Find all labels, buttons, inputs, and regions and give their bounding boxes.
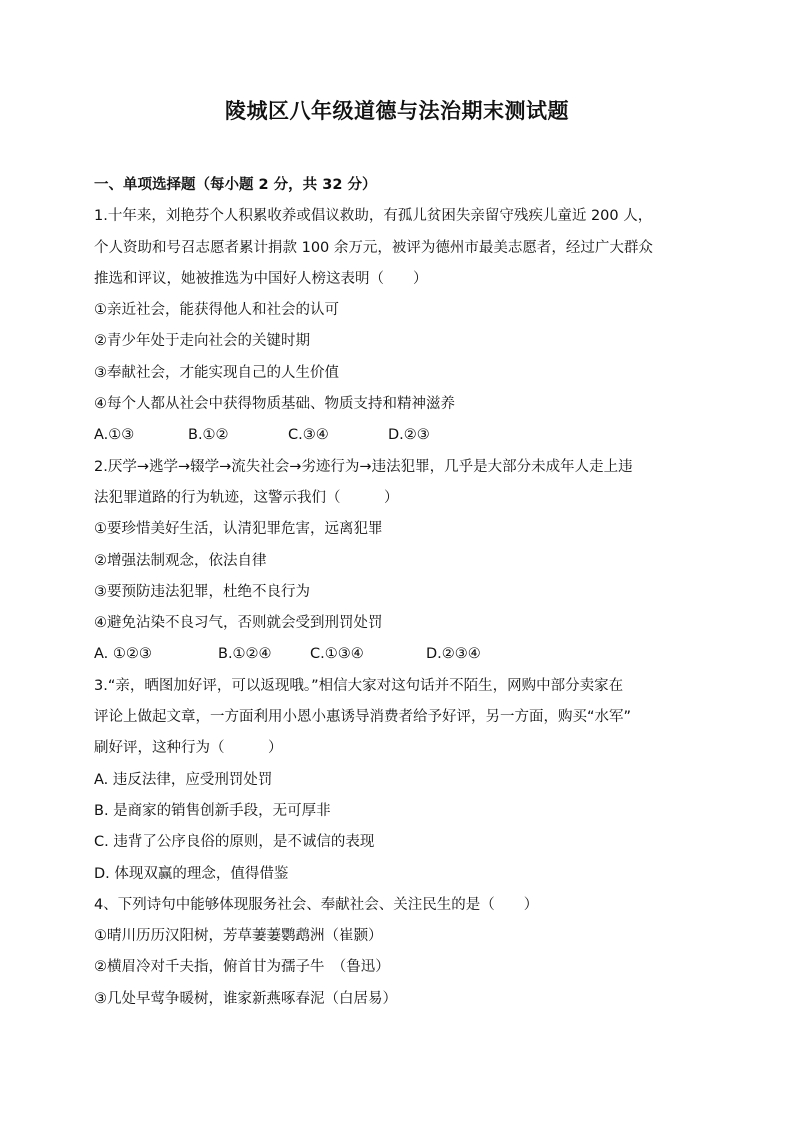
question-stem-line: 法犯罪道路的行为轨迹，这警示我们（ ） — [94, 489, 399, 506]
statement-item: ③要预防违法犯罪，杜绝不良行为 — [94, 583, 310, 600]
question-1 — [94, 201, 704, 451]
option-c: C. 违背了公序良俗的原则，是不诚信的表现 — [94, 834, 375, 851]
option-d: D. 体现双赢的理念，值得借鉴 — [94, 865, 289, 882]
option-c: C.①③④ — [310, 646, 364, 663]
statement-item: ①要珍惜美好生活，认清犯罪危害，远离犯罪 — [94, 521, 383, 538]
statement-item: ③几处早莺争暖树，谁家新燕啄春泥（白居易） — [94, 990, 397, 1007]
question-content — [94, 170, 704, 1015]
option-a: A. 违反法律，应受刑罚处罚 — [94, 771, 273, 788]
statement-item: ②青少年处于走向社会的关键时期 — [94, 333, 310, 350]
option-b: B.①②④ — [218, 646, 272, 663]
question-stem-line: 1.十年来，刘艳芬个人积累收养或倡议救助，有孤儿贫困失亲留守残疾儿童近 200 人， — [94, 208, 653, 225]
option-a: A.①③ — [94, 427, 135, 444]
answer-options — [94, 420, 704, 451]
statement-item: ②增强法制观念，依法自律 — [94, 552, 267, 569]
question-stem-line: 推选和评议，她被推选为中国好人榜这表明（ ） — [94, 270, 428, 287]
statement-item: ②横眉冷对千夫指，俯首甘为孺子牛 （鲁迅） — [94, 959, 390, 976]
option-c: C.③④ — [288, 427, 329, 444]
statement-item: ③奉献社会，才能实现自己的人生价值 — [94, 364, 339, 381]
option-a: A. ①②③ — [94, 646, 152, 663]
question-2 — [94, 452, 704, 671]
question-4 — [94, 890, 704, 1015]
question-stem-line: 4、下列诗句中能够体现服务社会、奉献社会、关注民生的是（ ） — [94, 896, 539, 913]
page-title: 陵城区八年级道德与法治期末测试题 — [225, 98, 569, 123]
statement-item: ①晴川历历汉阳树，芳草萋萋鹦鹉洲（崔颢） — [94, 928, 383, 945]
question-3 — [94, 671, 704, 890]
statement-item: ①亲近社会，能获得他人和社会的认可 — [94, 302, 339, 319]
section-heading: 一、单项选择题（每小题 2 分，共 32 分） — [94, 177, 377, 193]
question-stem-line: 个人资助和号召志愿者累计捐款 100 余万元，被评为德州市最美志愿者，经过广大群众 — [94, 239, 653, 256]
option-b: B.①② — [188, 427, 229, 444]
option-b: B. 是商家的销售创新手段，无可厚非 — [94, 802, 331, 819]
option-d: D.②③④ — [426, 646, 481, 663]
statement-item: ④每个人都从社会中获得物质基础、物质支持和精神滋养 — [94, 396, 455, 413]
question-stem-line: 刷好评，这种行为（ ） — [94, 740, 283, 757]
question-stem-line: 2.厌学→逃学→辍学→流失社会→劣迹行为→违法犯罪，几乎是大部分未成年人走上违 — [94, 458, 633, 475]
question-stem-line: 评论上做起文章，一方面利用小恩小惠诱导消费者给予好评，另一方面，购买“水军” — [94, 709, 632, 726]
statement-item: ④避免沾染不良习气，否则就会受到刑罚处罚 — [94, 615, 383, 632]
question-stem-line: 3.“亲，晒图加好评，可以返现哦。”相信大家对这句话并不陌生，网购中部分卖家在 — [94, 677, 624, 694]
option-d: D.②③ — [388, 427, 430, 444]
answer-options — [94, 639, 704, 670]
